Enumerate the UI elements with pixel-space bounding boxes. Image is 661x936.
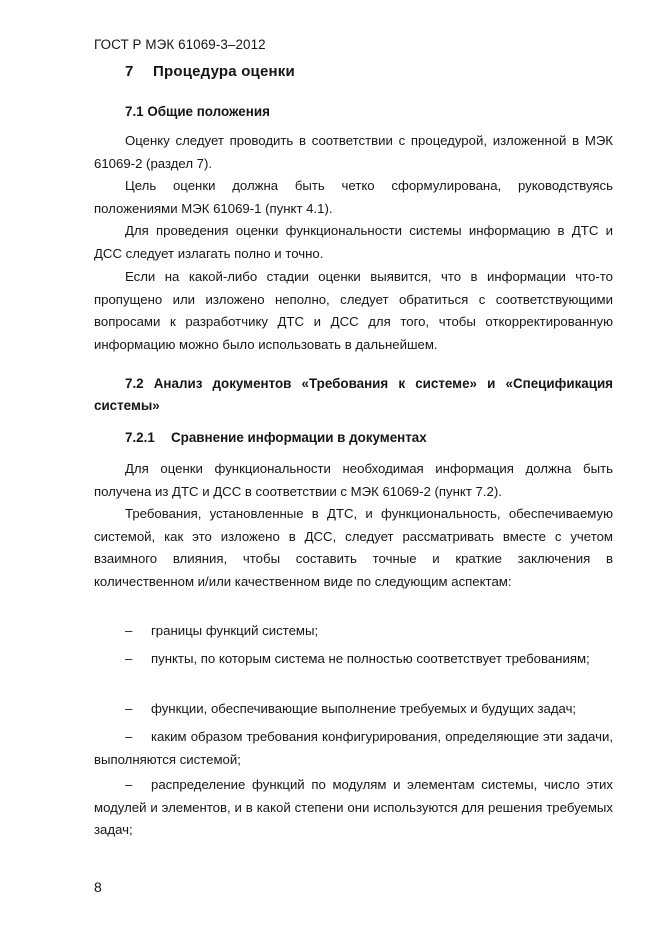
list-dash: – [125,701,133,716]
subsection-heading-7-1: 7.1 Общие положения [125,104,270,119]
subsection-heading-7-2: 7.2 Анализ документов «Требования к системе» и «Спецификация системы» [94,376,613,413]
subsubsection-number: 7.2.1 [125,430,155,445]
page-number: 8 [94,879,102,895]
list-item-text: границы функций системы; [151,623,319,638]
list-item-text: распределение функций по модулям и элементам системы, число этих модулей и элементов, и в какой степени они используются для решения требуемых задач; [94,777,613,838]
list-dash: – [125,777,133,792]
list-item [94,698,613,721]
paragraph: Если на какой-либо стадии оценки выявится, что в информации что-то пропущено или изложено неполно, следует обратиться с соответствующими вопросами к разработчику ДТС и ДСС для того, чтобы откорректированную информацию можно было использовать в дальнейшем. [94,269,613,352]
document-header: ГОСТ Р МЭК 61069-3–2012 [94,37,266,52]
list-item-text: пункты, по которым система не полностью соответствует требованиям; [151,651,590,666]
paragraph: Цель оценки должна быть четко сформулирована, руководствуясь положениями МЭК 61069-1 (пункт 4.1). [94,178,613,216]
section-number: 7 [125,63,134,80]
list-item [94,648,613,671]
list-item-text: функции, обеспечивающие выполнение требуемых и будущих задач; [151,701,577,716]
list-dash: – [125,623,133,638]
subsubsection-title: Сравнение информации в документах [171,430,427,445]
list-item-text: каким образом требования конфигурирования, определяющие эти задачи, выполняются системой; [94,729,613,767]
list-dash: – [125,651,133,666]
list-dash: – [125,729,133,744]
section-title: Процедура оценки [153,63,295,80]
paragraph: Требования, установленные в ДТС, и функциональность, обеспечиваемую системой, как это изложено в ДСС, следует рассматривать вместе с учетом взаимного влияния, чтобы составить точные и краткие заключения в количественном и/или качественном виде по следующим аспектам: [94,506,613,589]
list-item [94,726,613,771]
list-item [94,774,613,842]
paragraph: Для проведения оценки функциональности системы информацию в ДТС и ДСС следует излагать полно и точно. [94,223,613,261]
section-heading [125,63,295,80]
subsubsection-heading-7-2-1 [125,430,427,445]
paragraph: Оценку следует проводить в соответствии с процедурой, изложенной в МЭК 61069-2 (раздел 7). [94,133,613,171]
list-item [94,620,613,643]
paragraph: Для оценки функциональности необходимая информация должна быть получена из ДТС и ДСС в соответствии с МЭК 61069-2 (пункт 7.2). [94,461,613,499]
